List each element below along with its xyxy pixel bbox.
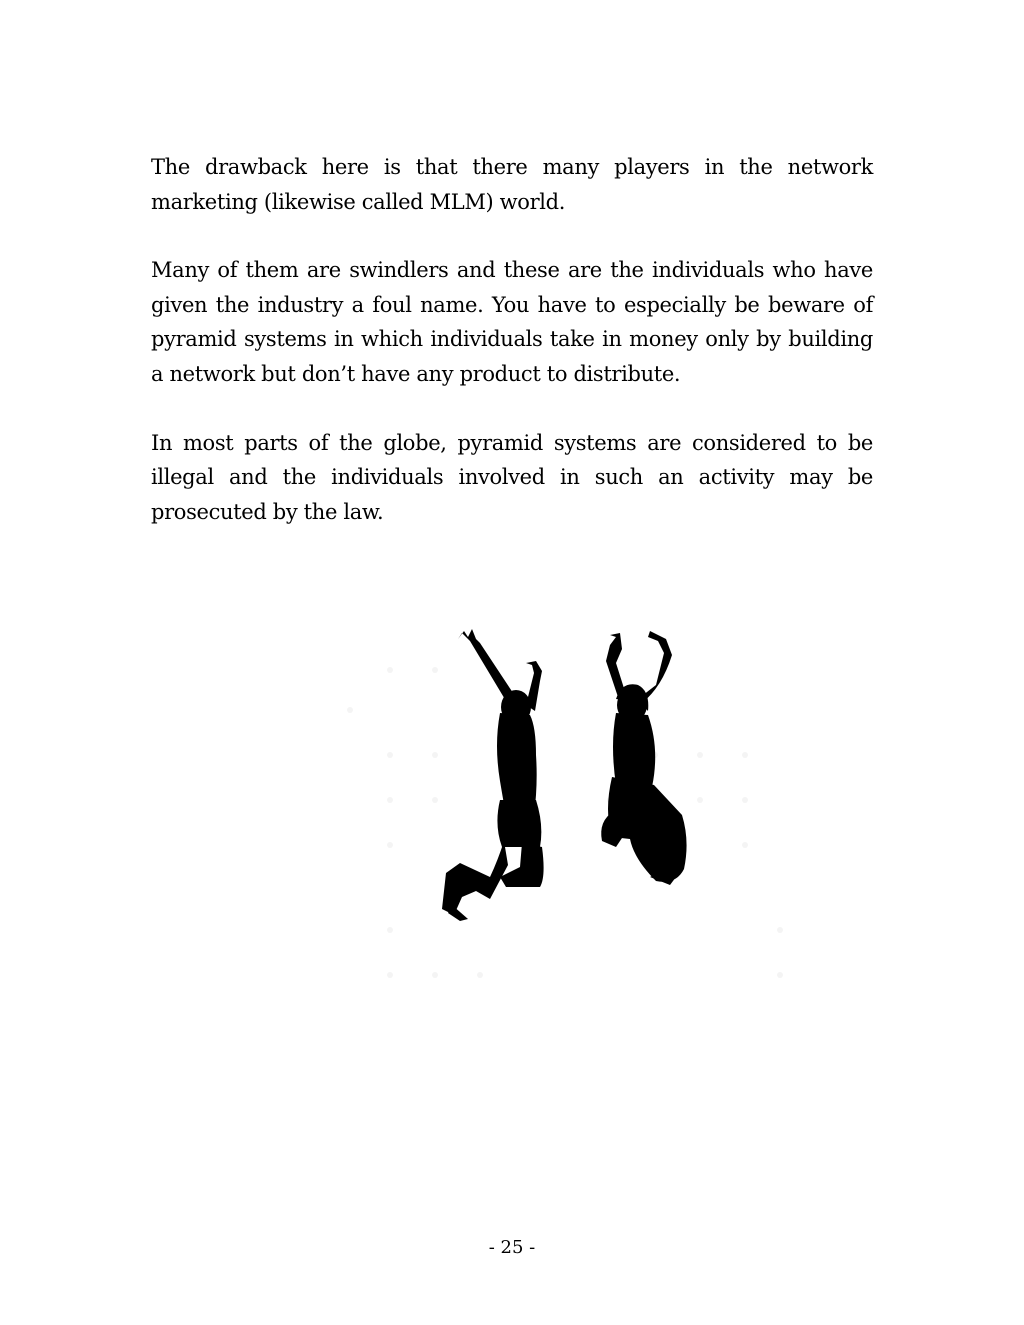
right-jumper-silhouette (601, 631, 686, 885)
paragraph: Many of them are swindlers and these are the individuals who have given the industry a foul name. You have to especially be beware of pyramid systems in which individuals take in money only by building a network but don’t have any product to distribute. (151, 258, 873, 386)
jumping-people-illustration (330, 615, 800, 1005)
page-number: - 25 - (488, 1237, 536, 1258)
paragraph: In most parts of the globe, pyramid systems are considered to be illegal and the individuals involved in such an activity may be prosecuted by the law. (151, 430, 873, 524)
background-dots (347, 667, 783, 978)
paragraph: The drawback here is that there many players in the network marketing (likewise called MLM) world. (151, 155, 873, 214)
jumping-people-silhouettes-icon (330, 615, 800, 1005)
left-jumper-silhouette (442, 629, 544, 921)
page-body (151, 150, 873, 563)
